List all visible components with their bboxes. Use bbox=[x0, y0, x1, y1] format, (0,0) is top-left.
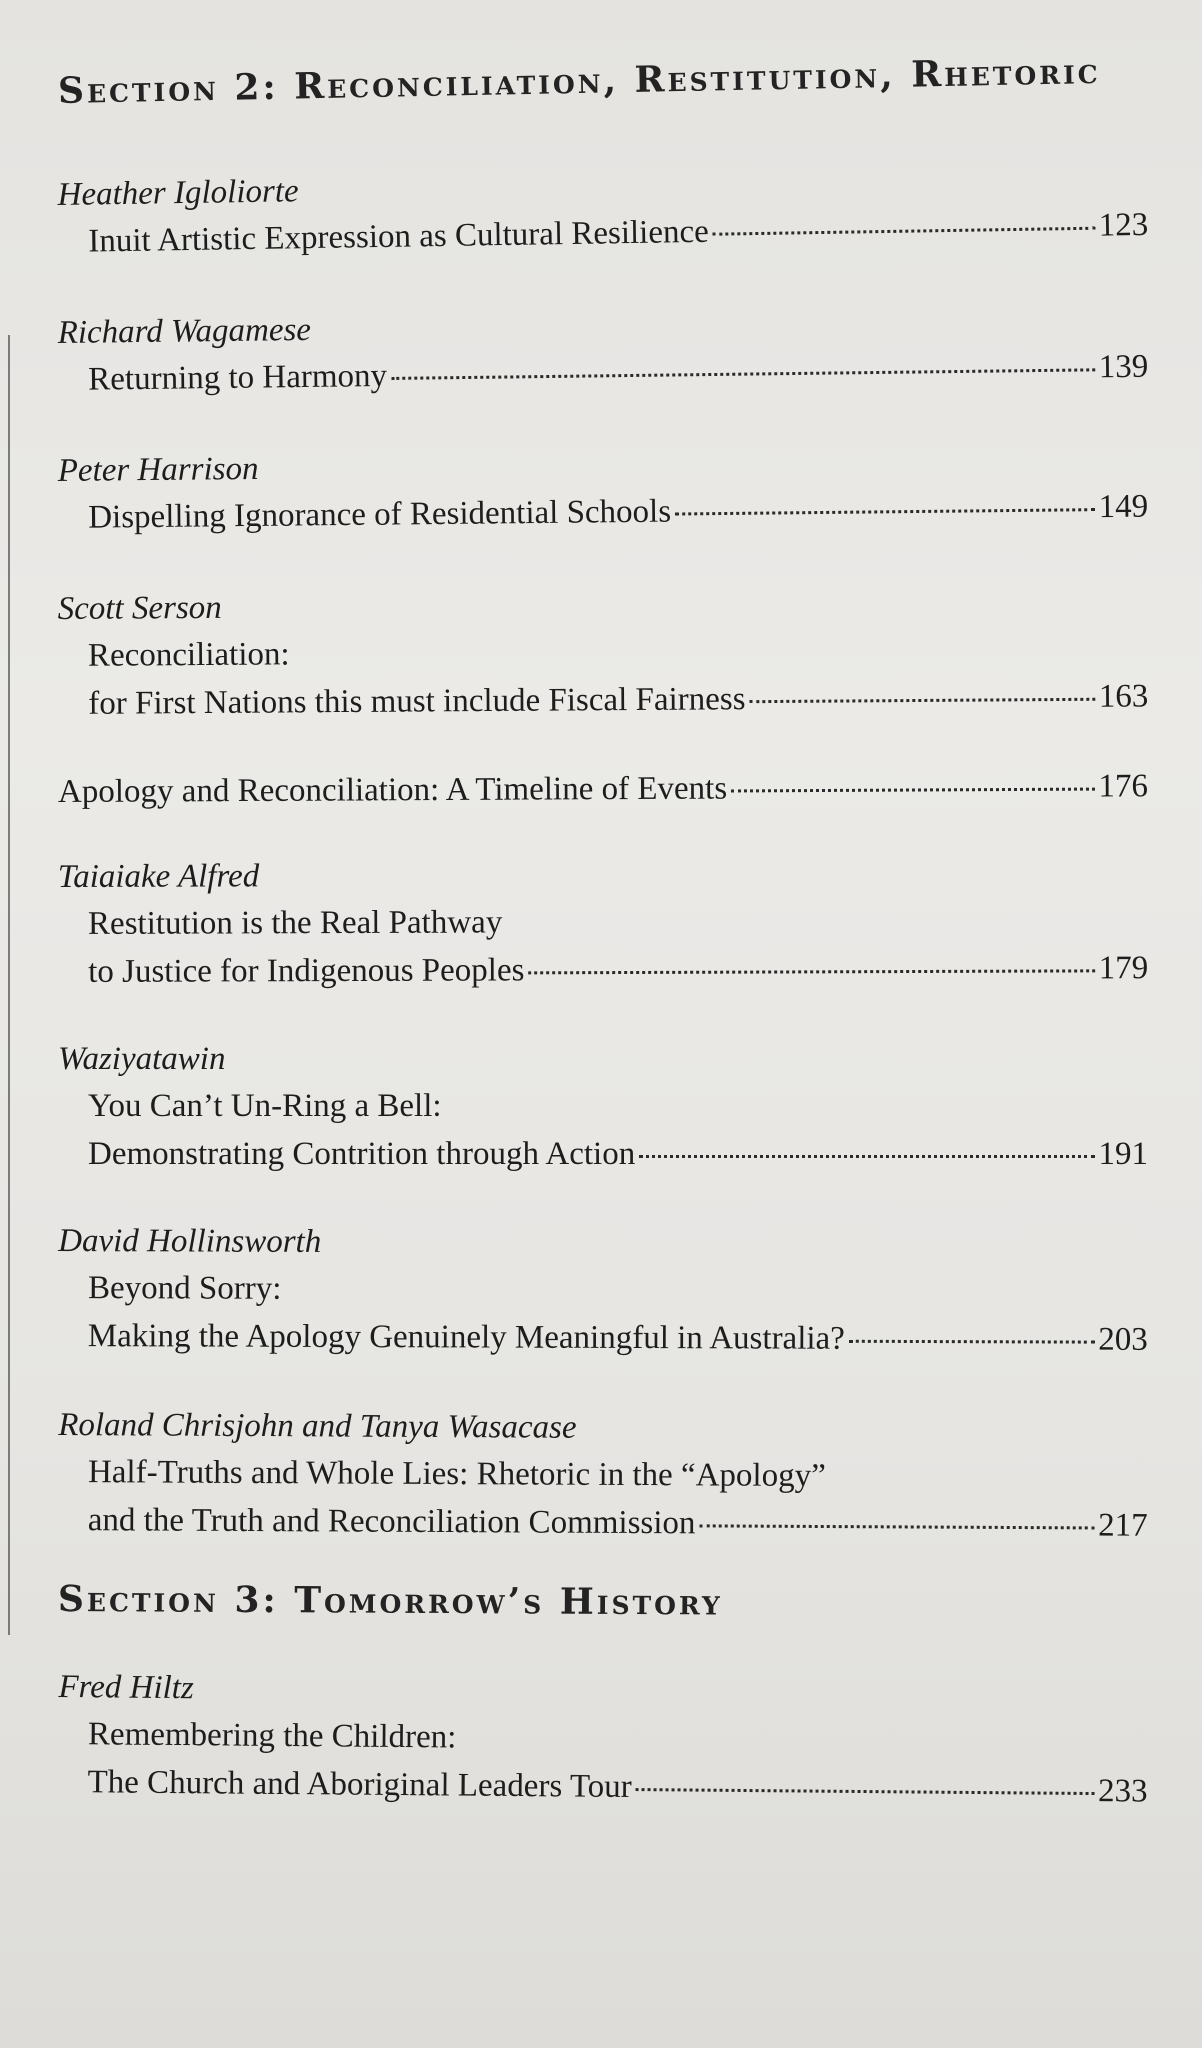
page-number: 179 bbox=[1098, 950, 1149, 987]
entry-author: Taiaiake Alfred bbox=[57, 858, 260, 896]
dot-leader bbox=[528, 969, 1094, 974]
entry-title: to Justice for Indigenous Peoples bbox=[88, 952, 525, 990]
entry-author: Roland Chrisjohn and Tanya Wasacase bbox=[58, 1407, 577, 1446]
dot-leader bbox=[675, 508, 1095, 515]
entry-title-row[interactable] bbox=[58, 483, 1148, 542]
entry-title: for First Nations this must include Fiscal Fairness bbox=[88, 681, 746, 722]
dot-leader bbox=[731, 788, 1094, 793]
dot-leader bbox=[699, 1524, 1094, 1529]
page-number: 176 bbox=[1098, 768, 1149, 805]
dot-leader bbox=[391, 368, 1095, 380]
entry-title-row[interactable] bbox=[58, 1130, 1148, 1178]
dot-leader bbox=[713, 227, 1095, 236]
toc-entry bbox=[58, 437, 1149, 542]
table-of-contents bbox=[57, 49, 1149, 1810]
entry-title-line: Beyond Sorry: bbox=[87, 1270, 282, 1307]
entry-title-row[interactable] bbox=[58, 672, 1148, 728]
entry-title: The Church and Aboriginal Leaders Tour bbox=[87, 1764, 632, 1806]
entry-title-row[interactable] bbox=[58, 1312, 1148, 1364]
entry-title: and the Truth and Reconciliation Commission bbox=[87, 1502, 696, 1542]
toc-entry bbox=[57, 297, 1148, 404]
entry-author: Richard Wagamese bbox=[57, 311, 312, 352]
page-number: 217 bbox=[1098, 1507, 1148, 1544]
entry-title-row[interactable] bbox=[57, 1758, 1147, 1816]
toc-entry bbox=[58, 1402, 1149, 1550]
page-number: 139 bbox=[1098, 348, 1149, 386]
entry-title-line: You Can’t Un-Ring a Bell: bbox=[88, 1088, 442, 1124]
entry-title-row[interactable] bbox=[58, 762, 1148, 816]
entry-author: Waziyatawin bbox=[58, 1041, 226, 1077]
page-number: 123 bbox=[1098, 206, 1149, 244]
entry-author: Heather Igloliorte bbox=[57, 173, 299, 214]
dot-leader bbox=[639, 1155, 1094, 1158]
toc-entry bbox=[57, 155, 1148, 266]
entry-title: Inuit Artistic Expression as Cultural Resilience bbox=[88, 213, 710, 260]
page-number: 163 bbox=[1098, 678, 1149, 715]
entry-author: Scott Serson bbox=[57, 589, 222, 628]
section-2-heading: Section 2: Reconciliation, Restitution, Rhetoric bbox=[57, 49, 1101, 112]
toc-entry bbox=[58, 1218, 1148, 1364]
entry-title-row[interactable] bbox=[58, 1496, 1148, 1550]
toc-entry bbox=[58, 850, 1148, 996]
entry-title: Demonstrating Contrition through Action bbox=[88, 1136, 636, 1172]
entry-title-line: Reconciliation: bbox=[87, 636, 290, 674]
page-number: 191 bbox=[1098, 1136, 1148, 1172]
page-edge-line bbox=[8, 335, 10, 1635]
entry-title-line: Half-Truths and Whole Lies: Rhetoric in the “Apology” bbox=[87, 1454, 826, 1495]
section-3-heading: Section 3: Tomorrow’s History bbox=[57, 1578, 723, 1624]
toc-entry bbox=[58, 578, 1149, 728]
page-number: 203 bbox=[1098, 1321, 1148, 1358]
toc-entry bbox=[57, 1664, 1148, 1816]
toc-entry bbox=[58, 1036, 1148, 1178]
entry-title: Dispelling Ignorance of Residential Schools bbox=[88, 493, 672, 536]
entry-author: Fred Hiltz bbox=[58, 1669, 194, 1707]
entry-title-line: Remembering the Children: bbox=[87, 1716, 457, 1756]
page-number: 233 bbox=[1097, 1773, 1148, 1810]
entry-author: David Hollinsworth bbox=[58, 1223, 322, 1260]
page-number: 149 bbox=[1098, 488, 1149, 526]
dot-leader bbox=[849, 1340, 1094, 1344]
entry-title: Making the Apology Genuinely Meaningful in Australia? bbox=[87, 1318, 845, 1357]
entry-author: Peter Harrison bbox=[57, 450, 259, 490]
entry-title-line: Restitution is the Real Pathway bbox=[87, 904, 503, 942]
dot-leader bbox=[750, 698, 1095, 703]
entry-title: Apology and Reconciliation: A Timeline of Events bbox=[57, 770, 728, 810]
toc-entry bbox=[58, 762, 1148, 816]
entry-title-row[interactable] bbox=[58, 944, 1148, 996]
entry-title: Returning to Harmony bbox=[88, 357, 388, 398]
dot-leader bbox=[636, 1788, 1094, 1795]
